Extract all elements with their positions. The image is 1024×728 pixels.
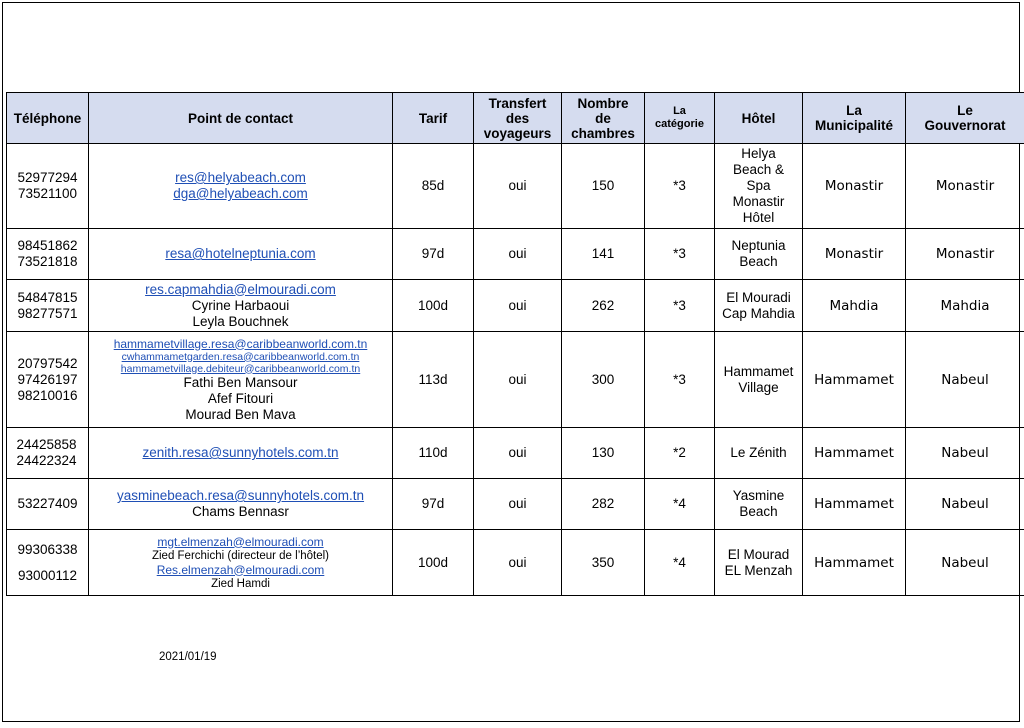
transfert-cell: oui [474, 280, 562, 332]
categorie-cell: *3 [645, 144, 715, 229]
contact-name: Leyla Bouchnek [91, 314, 390, 330]
gouvernorat-cell: Nabeul [906, 530, 1024, 596]
chambres-cell: 282 [562, 479, 645, 530]
document-page [2, 2, 1020, 722]
header-telephone: Téléphone [7, 93, 89, 144]
transfert-cell: oui [474, 479, 562, 530]
tarif-cell: 113d [393, 332, 474, 428]
categorie-cell: *4 [645, 479, 715, 530]
phone-cell: 98451862 73521818 [7, 229, 89, 280]
contact-name: Cyrine Harbaoui [91, 298, 390, 314]
table-row [7, 332, 1024, 428]
tarif-cell: 85d [393, 144, 474, 229]
email-link[interactable]: hammametvillage.debiteur@caribbeanworld.com.tn [91, 363, 390, 375]
email-link[interactable]: zenith.resa@sunnyhotels.com.tn [91, 445, 390, 461]
email-link[interactable]: res@helyabeach.com [91, 170, 390, 186]
phone-cell: 52977294 73521100 [7, 144, 89, 229]
phone-cell: 20797542 97426197 98210016 [7, 332, 89, 428]
municipalite-cell: Monastir [803, 144, 906, 229]
hotel-cell: Neptunia Beach [715, 229, 803, 280]
contact-cell [89, 144, 393, 229]
phone-cell: 24425858 24422324 [7, 428, 89, 479]
email-link[interactable]: hammametvillage.resa@caribbeanworld.com.tn [91, 337, 390, 351]
categorie-cell: *3 [645, 280, 715, 332]
header-transfert: Transfert des voyageurs [474, 93, 562, 144]
hotel-cell: Helya Beach & Spa Monastir Hôtel [715, 144, 803, 229]
email-link[interactable]: cwhammametgarden.resa@caribbeanworld.com.tn [91, 351, 390, 363]
document-date: 2021/01/19 [159, 651, 217, 663]
hotel-cell: El Mouradi Cap Mahdia [715, 280, 803, 332]
chambres-cell: 141 [562, 229, 645, 280]
contact-name: Chams Bennasr [91, 504, 390, 520]
categorie-cell: *2 [645, 428, 715, 479]
header-municipalite: La Municipalité [803, 93, 906, 144]
table-row [7, 479, 1024, 530]
phone-cell: 99306338 93000112 [7, 530, 89, 596]
hotel-cell: Yasmine Beach [715, 479, 803, 530]
tarif-cell: 100d [393, 530, 474, 596]
email-link[interactable]: res.capmahdia@elmouradi.com [91, 282, 390, 298]
table-row [7, 280, 1024, 332]
hotel-cell: Hammamet Village [715, 332, 803, 428]
table-row [7, 428, 1024, 479]
email-link[interactable]: mgt.elmenzah@elmouradi.com [91, 535, 390, 549]
tarif-cell: 110d [393, 428, 474, 479]
table-row [7, 530, 1024, 596]
tarif-cell: 97d [393, 479, 474, 530]
email-link[interactable]: dga@helyabeach.com [91, 186, 390, 202]
header-hotel: Hôtel [715, 93, 803, 144]
transfert-cell: oui [474, 428, 562, 479]
municipalite-cell: Monastir [803, 229, 906, 280]
contact-cell [89, 332, 393, 428]
transfert-cell: oui [474, 229, 562, 280]
chambres-cell: 300 [562, 332, 645, 428]
contact-name: Zied Ferchichi (directeur de l’hôtel) [91, 549, 390, 563]
categorie-cell: *3 [645, 229, 715, 280]
hotel-cell: El Mourad EL Menzah [715, 530, 803, 596]
contact-cell [89, 479, 393, 530]
email-link[interactable]: yasminebeach.resa@sunnyhotels.com.tn [91, 488, 390, 504]
municipalite-cell: Hammamet [803, 530, 906, 596]
gouvernorat-cell: Nabeul [906, 428, 1024, 479]
municipalite-cell: Hammamet [803, 332, 906, 428]
contact-name: Afef Fitouri [91, 391, 390, 407]
transfert-cell: oui [474, 144, 562, 229]
transfert-cell: oui [474, 332, 562, 428]
contact-name: Zied Hamdi [91, 577, 390, 591]
header-tarif: Tarif [393, 93, 474, 144]
tarif-cell: 100d [393, 280, 474, 332]
municipalite-cell: Hammamet [803, 479, 906, 530]
categorie-cell: *3 [645, 332, 715, 428]
gouvernorat-cell: Nabeul [906, 332, 1024, 428]
header-row [7, 93, 1024, 144]
transfert-cell: oui [474, 530, 562, 596]
chambres-cell: 150 [562, 144, 645, 229]
municipalite-cell: Hammamet [803, 428, 906, 479]
gouvernorat-cell: Monastir [906, 144, 1024, 229]
gouvernorat-cell: Nabeul [906, 479, 1024, 530]
header-chambres: Nombre de chambres [562, 93, 645, 144]
phone-cell: 54847815 98277571 [7, 280, 89, 332]
tarif-cell: 97d [393, 229, 474, 280]
gouvernorat-cell: Monastir [906, 229, 1024, 280]
table-row [7, 229, 1024, 280]
chambres-cell: 350 [562, 530, 645, 596]
header-categorie: La catégorie [645, 93, 715, 144]
contact-name: Mourad Ben Mava [91, 407, 390, 423]
chambres-cell: 130 [562, 428, 645, 479]
header-gouvernorat: Le Gouvernorat [906, 93, 1024, 144]
contact-cell [89, 229, 393, 280]
gouvernorat-cell: Mahdia [906, 280, 1024, 332]
email-link[interactable]: Res.elmenzah@elmouradi.com [91, 563, 390, 577]
phone-cell: 53227409 [7, 479, 89, 530]
chambres-cell: 262 [562, 280, 645, 332]
contact-cell [89, 428, 393, 479]
hotels-table [6, 92, 1024, 596]
contact-name: Fathi Ben Mansour [91, 375, 390, 391]
contact-cell [89, 280, 393, 332]
header-contact: Point de contact [89, 93, 393, 144]
table-row [7, 144, 1024, 229]
municipalite-cell: Mahdia [803, 280, 906, 332]
categorie-cell: *4 [645, 530, 715, 596]
hotel-cell: Le Zénith [715, 428, 803, 479]
contact-cell [89, 530, 393, 596]
email-link[interactable]: resa@hotelneptunia.com [91, 246, 390, 262]
